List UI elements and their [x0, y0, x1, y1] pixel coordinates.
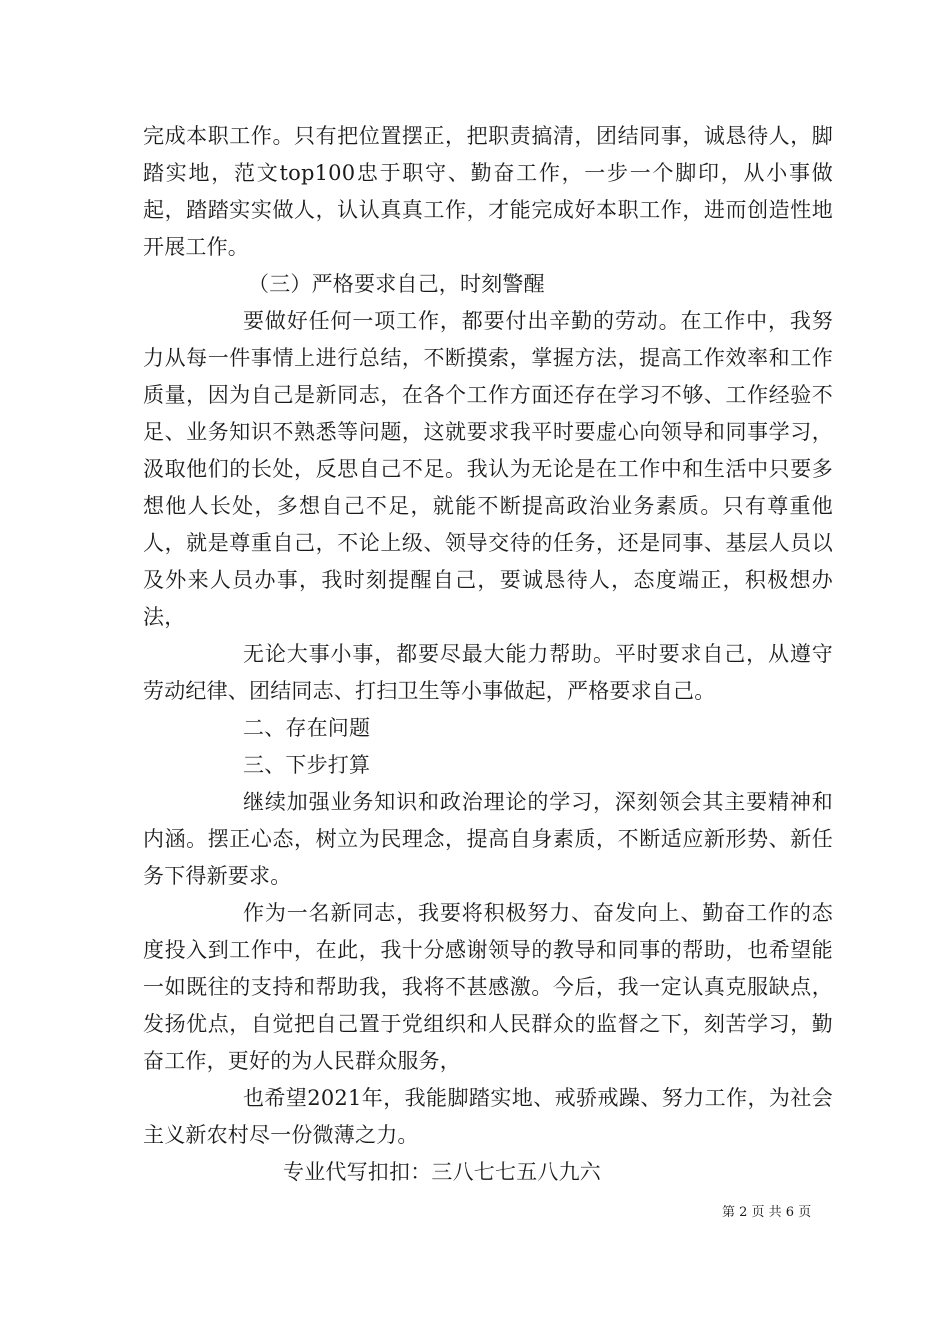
paragraph-new-comrade: 作为一名新同志，我要将积极努力、奋发向上、勤奋工作的态度投入到工作中，在此，我十分感谢领导的教导和同事的帮助，也希望能一如既往的支持和帮助我，我将不甚感激。今后，我一定认真克服缺点，发扬优点，自觉把自己置于党组织和人民群众的监督之下，刻苦学习，勤奋工作，更好的为人民群众服务，: [143, 901, 833, 1073]
page-number: 第 2 页 共 6 页: [722, 1205, 812, 1220]
heading-next-plan: 三、下步打算: [243, 753, 371, 777]
paragraph-help-others: 无论大事小事，都要尽最大能力帮助。平时要求自己，从遵守劳动纪律、团结同志、打扫卫生等小事做起，严格要求自己。: [143, 642, 833, 703]
paragraph-continuation: 完成本职工作。只有把位置摆正，把职责搞清，团结同事，诚恳待人，脚踏实地，范文top100忠于职守、勤奋工作，一步一个脚印，从小事做起，踏踏实实做人，认认真真工作，才能完成好本职工作，进而创造性地开展工作。: [143, 124, 833, 259]
ad-note: 专业代写扣扣：三八七七五八九六: [283, 1160, 601, 1184]
subheading-three: （三）严格要求自己，时刻警醒: [248, 272, 545, 296]
paragraph-continue-study: 继续加强业务知识和政治理论的学习，深刻领会其主要精神和内涵。摆正心态，树立为民理念，提高自身素质，不断适应新形势、新任务下得新要求。: [143, 790, 833, 888]
paragraph-hope-2021: 也希望2021年，我能脚踏实地、戒骄戒躁、努力工作，为社会主义新农村尽一份微薄之力。: [143, 1086, 833, 1147]
paragraph-work-effort: 要做好任何一项工作，都要付出辛勤的劳动。在工作中，我努力从每一件事情上进行总结，不断摸索，掌握方法，提高工作效率和工作质量，因为自己是新同志，在各个工作方面还存在学习不够、工作经验不足、业务知识不熟悉等问题，这就要求我平时要虚心向领导和同事学习，汲取他们的长处，反思自己不足。我认为无论是在工作中和生活中只要多想他人长处，多想自己不足，就能不断提高政治业务素质。只有尊重他人，就是尊重自己，不论上级、领导交待的任务，还是同事、基层人员以及外来人员办事，我时刻提醒自己，要诚恳待人，态度端正，积极想办法，: [143, 309, 833, 629]
body-text: [143, 118, 833, 1191]
heading-existing-problems: 二、存在问题: [243, 716, 371, 740]
